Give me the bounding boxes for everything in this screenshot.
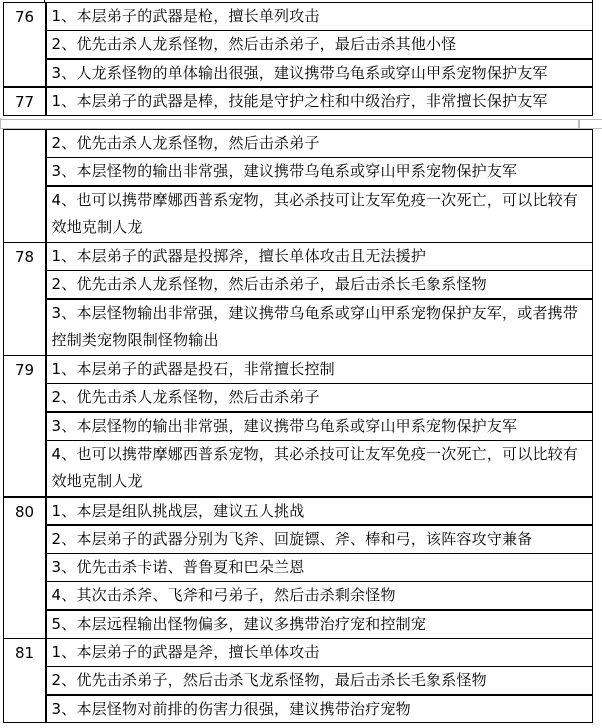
floor-cell: 81 [4,639,45,722]
tip-cell: 4、其次击杀斧、飞斧和弓弟子，然后击杀剩余怪物 [47,582,593,609]
gap-gridline-right-tick [578,119,580,128]
tip-cell: 3、人龙系怪物的单体输出很强，建议携带乌龟系或穿山甲系宠物保护友军 [47,60,593,87]
tip-cell: 1、本层是组队挑战层，建议五人挑战 [47,498,593,525]
floor-cell: 80 [4,498,45,638]
tip-cell: 2、优先击杀人龙系怪物，然后击杀弟子，最后击杀长毛象系怪物 [47,271,593,298]
tip-cell: 2、优先击杀人龙系怪物，然后击杀弟子，最后击杀其他小怪 [47,31,593,58]
tip-cell: 3、本层怪物输出非常强，建议携带乌龟系或穿山甲系宠物保护友军，或者携带控制类宠物限制怪物输出 [47,300,593,355]
tip-cell: 1、本层弟子的武器是投掷斧，擅长单体攻击且无法援护 [47,243,593,270]
table-section-lower [3,129,593,723]
tip-cell: 4、也可以携带摩娜西普系宠物，其必杀技可让友军免疫一次死亡，可以比较有效地克制人龙 [47,187,593,242]
tip-cell: 3、本层怪物的输出非常强，建议携带乌龟系或穿山甲系宠物保护友军 [47,158,593,185]
tip-cell: 3、本层怪物对前排的伤害力很强，建议携带治疗宠物 [47,696,593,723]
tip-cell: 2、本层弟子的武器分别为飞斧、回旋镖、斧、棒和弓，该阵容攻守兼备 [47,526,593,553]
floor-cell-empty [4,130,45,242]
floor-cell: 77 [4,88,45,115]
tip-cell: 1、本层弟子的武器是棒，技能是守护之柱和中级治疗，非常擅长保护友军 [47,88,593,115]
table-section-upper [3,2,593,116]
tip-cell: 4、也可以携带摩娜西普系宠物，其必杀技可让友军免疫一次死亡，可以比较有效地克制人龙 [47,441,593,496]
tip-cell: 1、本层弟子的武器是枪，擅长单列攻击 [47,3,593,30]
tip-cell: 3、本层怪物的输出非常强，建议携带乌龟系或穿山甲系宠物保护友军 [47,413,593,440]
floor-cell: 79 [4,356,45,496]
tip-cell: 2、优先击杀弟子，然后击杀飞龙系怪物，最后击杀长毛象系怪物 [47,667,593,694]
tip-cell: 3、优先击杀卡诺、普鲁夏和巴朵兰恩 [47,554,593,581]
tip-cell: 2、优先击杀人龙系怪物，然后击杀弟子 [47,384,593,411]
floor-cell: 76 [4,3,45,86]
gap-gridline-top [0,119,602,120]
gap-gridline-left-tick [0,118,1,129]
tip-cell: 5、本层远程输出怪物偏多，建议多携带治疗宠和控制宠 [47,611,593,638]
tip-cell: 1、本层弟子的武器是投石，非常擅长控制 [47,356,593,383]
tip-cell: 2、优先击杀人龙系怪物，然后击杀弟子 [47,130,593,157]
tip-cell: 1、本层弟子的武器是斧，擅长单体攻击 [47,639,593,666]
floor-cell: 78 [4,243,45,355]
